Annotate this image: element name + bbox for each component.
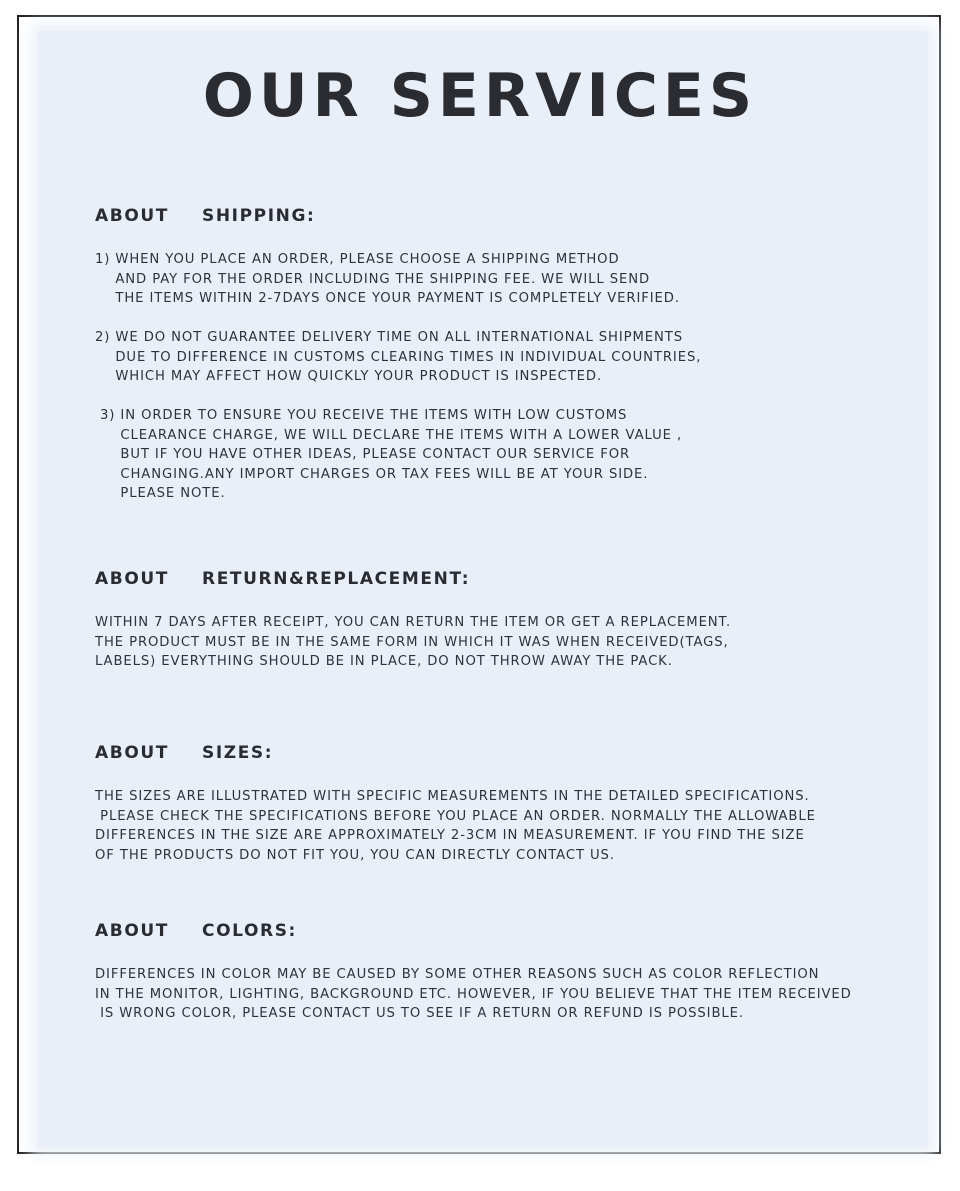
colors-heading <box>95 920 297 942</box>
colors-heading-topic: COLORS: <box>202 921 297 941</box>
return-body: WITHIN 7 DAYS AFTER RECEIPT, YOU CAN RETURN THE ITEM OR GET A REPLACEMENT. THE PRODUCT MUST BE IN THE SAME FORM IN WHICH IT WAS WHEN RECEIVED(TAGS, LABELS) EVERYTHING SHOULD BE IN PLACE, DO NOT THROW AWAY THE PACK. <box>95 615 732 670</box>
sizes-heading <box>95 742 273 764</box>
shipping-item-2: 2) WE DO NOT GUARANTEE DELIVERY TIME ON ALL INTERNATIONAL SHIPMENTS DUE TO DIFFERENCE IN CUSTOMS CLEARING TIMES IN INDIVIDUAL COUNTRIES, WHICH MAY AFFECT HOW QUICKLY YOUR PRODUCT IS INSPECTED. <box>95 330 702 385</box>
shipping-heading-prefix: ABOUT <box>95 206 169 226</box>
return-heading <box>95 568 470 590</box>
sizes-body: THE SIZES ARE ILLUSTRATED WITH SPECIFIC MEASUREMENTS IN THE DETAILED SPECIFICATIONS. PLEASE CHECK THE SPECIFICATIONS BEFORE YOU PLACE AN ORDER. NORMALLY THE ALLOWABLE DIFFERENCES IN THE SIZE ARE APPROXIMATELY 2-3CM IN MEASUREMENT. IF YOU FIND THE SIZE OF THE PRODUCTS DO NOT FIT YOU, YOU CAN DIRECTLY CONTACT US. <box>95 789 816 863</box>
colors-body: DIFFERENCES IN COLOR MAY BE CAUSED BY SOME OTHER REASONS SUCH AS COLOR REFLECTION IN THE MONITOR, LIGHTING, BACKGROUND ETC. HOWEVER, IF YOU BELIEVE THAT THE ITEM RECEIVED IS WRONG COLOR, PLEASE CONTACT US TO SEE IF A RETURN OR REFUND IS POSSIBLE. <box>95 967 852 1022</box>
return-heading-topic: RETURN&REPLACEMENT: <box>202 569 471 589</box>
sizes-heading-prefix: ABOUT <box>95 743 169 763</box>
shipping-item-3: 3) IN ORDER TO ENSURE YOU RECEIVE THE ITEMS WITH LOW CUSTOMS CLEARANCE CHARGE, WE WILL DECLARE THE ITEMS WITH A LOWER VALUE , BUT IF YOU HAVE OTHER IDEAS, PLEASE CONTACT OUR SERVICE FOR CHANGING.ANY IMPORT CHARGES OR TAX FEES WILL BE AT YOUR SIDE. PLEASE NOTE. <box>100 408 683 502</box>
sizes-heading-topic: SIZES: <box>202 743 274 763</box>
page-title: OUR SERVICES <box>202 61 758 131</box>
return-heading-prefix: ABOUT <box>95 569 169 589</box>
shipping-heading-topic: SHIPPING: <box>202 206 316 226</box>
shipping-item-1: 1) WHEN YOU PLACE AN ORDER, PLEASE CHOOSE A SHIPPING METHOD AND PAY FOR THE ORDER INCLUDING THE SHIPPING FEE. WE WILL SEND THE ITEMS WITHIN 2-7DAYS ONCE YOUR PAYMENT IS COMPLETELY VERIFIED. <box>95 252 680 307</box>
colors-heading-prefix: ABOUT <box>95 921 169 941</box>
shipping-heading <box>95 205 315 227</box>
